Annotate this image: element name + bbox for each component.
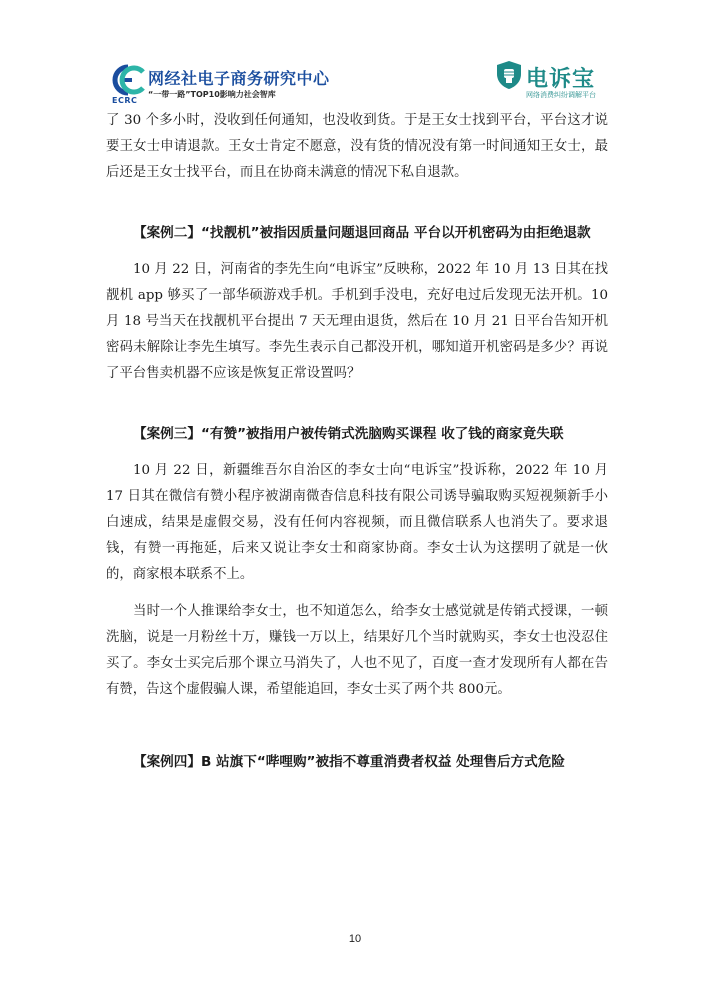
page-number: 10 (348, 933, 362, 945)
case-2-paragraph: 10 月 22 日，河南省的李先生向“电诉宝”反映称，2022 年 10 月 13 日其在找靓机 app 够买了一部华硕游戏手机。手机到手没电，充好电过后发现无法开机。10 月 18 号当天在找靓机平台提出 7 天无理由退货，然后在 10 月 21 日平台告知开机密码未解除让李先生填写。李先生表示自己都没开机，哪知道开机密码是多少？再说了平台售卖机器不应该是恢复正常设置吗？ (106, 262, 608, 381)
shield-fist-icon (496, 60, 522, 90)
ecrc-slogan: “一带一路”TOP10影响力社会智库 (148, 90, 276, 99)
case-3-title: 【案例三】“有赞”被指用户被传销式洗脑购买课程 收了钱的商家竟失联 (133, 426, 564, 442)
paragraph-continued: 了 30 个多小时，没收到任何通知，也没收到货。于是王女士找到平台，平台这才说要王女士申请退款。王女士肯定不愿意，没有货的情况没有第一时间通知王女士，最后还是王女士找平台，而且在协商未满意的情况下私自退款。 (106, 113, 608, 180)
dianshubao-name: 电诉宝 (526, 67, 596, 92)
dianshubao-subtitle: 网络消费纠纷调解平台 (526, 91, 596, 99)
case-3-paragraph-1: 10 月 22 日，新疆维吾尔自治区的李女士向“电诉宝”投诉称，2022 年 10 月 17 日其在微信有赞小程序被湖南微杳信息科技有限公司诱导骗取购买短视频新手小白速成，结果是虚假交易，没有任何内容视频，而且微信联系人也消失了。要求退钱，有赞一再拖延，后来又说让李女士和商家协商。李女士认为这摆明了就是一伙的，商家根本联系不上。 (106, 463, 608, 582)
page-header (0, 0, 710, 110)
case-4-title: 【案例四】B 站旗下“哔哩购”被指不尊重消费者权益 处理售后方式危险 (133, 754, 565, 770)
case-3-paragraph-2: 当时一个人推课给李女士，也不知道怎么，给李女士感觉就是传销式授课，一顿洗脑，说是一月粉丝十万，赚钱一万以上，结果好几个当时就购买，李女士也没忍住买了。李女士买完后那个课立马消失了，人也不见了，百度一查才发现所有人都在告有赞，告这个虚假骗人课，希望能追回，李女士买了两个共 800元。 (106, 604, 608, 697)
ecrc-logo (112, 62, 330, 110)
case-2-title: 【案例二】“找靓机”被指因质量问题退回商品 平台以开机密码为由拒绝退款 (133, 225, 591, 241)
dianshubao-logo (496, 60, 636, 104)
ecrc-logo-icon (112, 64, 146, 96)
ecrc-abbreviation: ECRC (112, 96, 138, 105)
document-body (106, 108, 608, 775)
ecrc-organization-name: 网经社电子商务研究中心 (148, 69, 330, 88)
